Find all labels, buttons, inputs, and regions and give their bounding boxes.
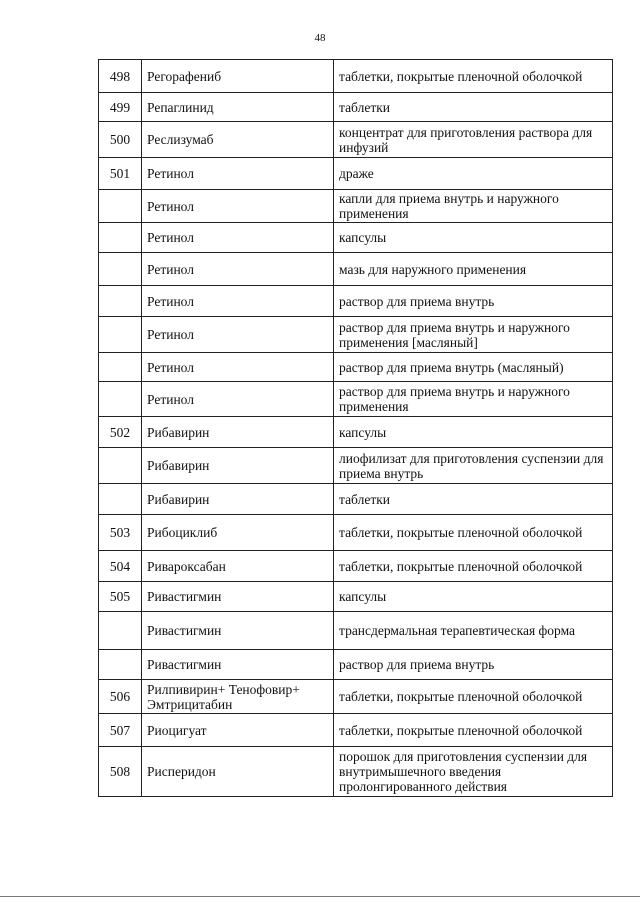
- row-number: [99, 317, 142, 353]
- dosage-form: мазь для наружного применения: [334, 253, 613, 286]
- drug-name: Репаглинид: [142, 93, 334, 122]
- table-row: [99, 747, 613, 797]
- table-row: [99, 158, 613, 190]
- dosage-form: таблетки: [334, 484, 613, 515]
- drug-name: Рибоциклиб: [142, 515, 334, 551]
- row-number: 508: [99, 747, 142, 797]
- table-row: [99, 515, 613, 551]
- table-row: [99, 253, 613, 286]
- table-row: [99, 448, 613, 484]
- row-number: [99, 612, 142, 650]
- dosage-form: таблетки, покрытые пленочной оболочкой: [334, 714, 613, 747]
- dosage-form: раствор для приема внутрь: [334, 286, 613, 317]
- table-row: [99, 190, 613, 223]
- dosage-form: концентрат для приготовления раствора для инфузий: [334, 122, 613, 158]
- table-row: [99, 612, 613, 650]
- row-number: [99, 286, 142, 317]
- dosage-form: раствор для приема внутрь и наружного применения: [334, 382, 613, 417]
- table-row: [99, 93, 613, 122]
- drug-name: Ривастигмин: [142, 582, 334, 612]
- dosage-form: раствор для приема внутрь (масляный): [334, 353, 613, 382]
- drug-name: Ретинол: [142, 223, 334, 253]
- row-number: [99, 253, 142, 286]
- drug-name: Рибавирин: [142, 484, 334, 515]
- row-number: 500: [99, 122, 142, 158]
- drug-name: Ретинол: [142, 190, 334, 223]
- drug-name: Ретинол: [142, 158, 334, 190]
- row-number: 501: [99, 158, 142, 190]
- table-row: [99, 680, 613, 714]
- table-row: [99, 551, 613, 582]
- row-number: 499: [99, 93, 142, 122]
- drug-name: Ривастигмин: [142, 612, 334, 650]
- table-row: [99, 714, 613, 747]
- drug-name: Ретинол: [142, 253, 334, 286]
- table-row: [99, 60, 613, 93]
- dosage-form: таблетки, покрытые пленочной оболочкой: [334, 60, 613, 93]
- drug-name: Ривароксабан: [142, 551, 334, 582]
- table-row: [99, 417, 613, 448]
- dosage-form: капли для приема внутрь и наружного применения: [334, 190, 613, 223]
- dosage-form: таблетки, покрытые пленочной оболочкой: [334, 551, 613, 582]
- row-number: [99, 448, 142, 484]
- table-row: [99, 582, 613, 612]
- dosage-form: раствор для приема внутрь и наружного применения [масляный]: [334, 317, 613, 353]
- row-number: [99, 353, 142, 382]
- dosage-form: капсулы: [334, 417, 613, 448]
- row-number: [99, 223, 142, 253]
- row-number: 503: [99, 515, 142, 551]
- row-number: [99, 484, 142, 515]
- table-row: [99, 650, 613, 680]
- row-number: 505: [99, 582, 142, 612]
- row-number: 498: [99, 60, 142, 93]
- drug-table-body: [99, 60, 613, 797]
- row-number: [99, 650, 142, 680]
- dosage-form: лиофилизат для приготовления суспензии для приема внутрь: [334, 448, 613, 484]
- drug-table: [98, 59, 613, 797]
- drug-name: Ривастигмин: [142, 650, 334, 680]
- table-row: [99, 286, 613, 317]
- table-row: [99, 223, 613, 253]
- dosage-form: таблетки: [334, 93, 613, 122]
- row-number: 504: [99, 551, 142, 582]
- row-number: [99, 190, 142, 223]
- row-number: 506: [99, 680, 142, 714]
- drug-name: Рилпивирин+ Тенофовир+ Эмтрицитабин: [142, 680, 334, 714]
- dosage-form: трансдермальная терапевтическая форма: [334, 612, 613, 650]
- page-number: 48: [314, 32, 326, 44]
- table-row: [99, 484, 613, 515]
- drug-name: Ретинол: [142, 353, 334, 382]
- drug-name: Рибавирин: [142, 448, 334, 484]
- drug-name: Ретинол: [142, 382, 334, 417]
- drug-name: Ретинол: [142, 317, 334, 353]
- table-row: [99, 382, 613, 417]
- dosage-form: таблетки, покрытые пленочной оболочкой: [334, 515, 613, 551]
- dosage-form: драже: [334, 158, 613, 190]
- dosage-form: таблетки, покрытые пленочной оболочкой: [334, 680, 613, 714]
- row-number: 507: [99, 714, 142, 747]
- dosage-form: капсулы: [334, 223, 613, 253]
- drug-name: Рисперидон: [142, 747, 334, 797]
- drug-name: Риоцигуат: [142, 714, 334, 747]
- bottom-rule: [0, 896, 640, 897]
- table-row: [99, 317, 613, 353]
- drug-name: Регорафениб: [142, 60, 334, 93]
- dosage-form: капсулы: [334, 582, 613, 612]
- table-row: [99, 122, 613, 158]
- table-row: [99, 353, 613, 382]
- dosage-form: порошок для приготовления суспензии для внутримышечного введения пролонгированного действия: [334, 747, 613, 797]
- drug-name: Рибавирин: [142, 417, 334, 448]
- row-number: 502: [99, 417, 142, 448]
- dosage-form: раствор для приема внутрь: [334, 650, 613, 680]
- drug-name: Ретинол: [142, 286, 334, 317]
- drug-name: Реслизумаб: [142, 122, 334, 158]
- row-number: [99, 382, 142, 417]
